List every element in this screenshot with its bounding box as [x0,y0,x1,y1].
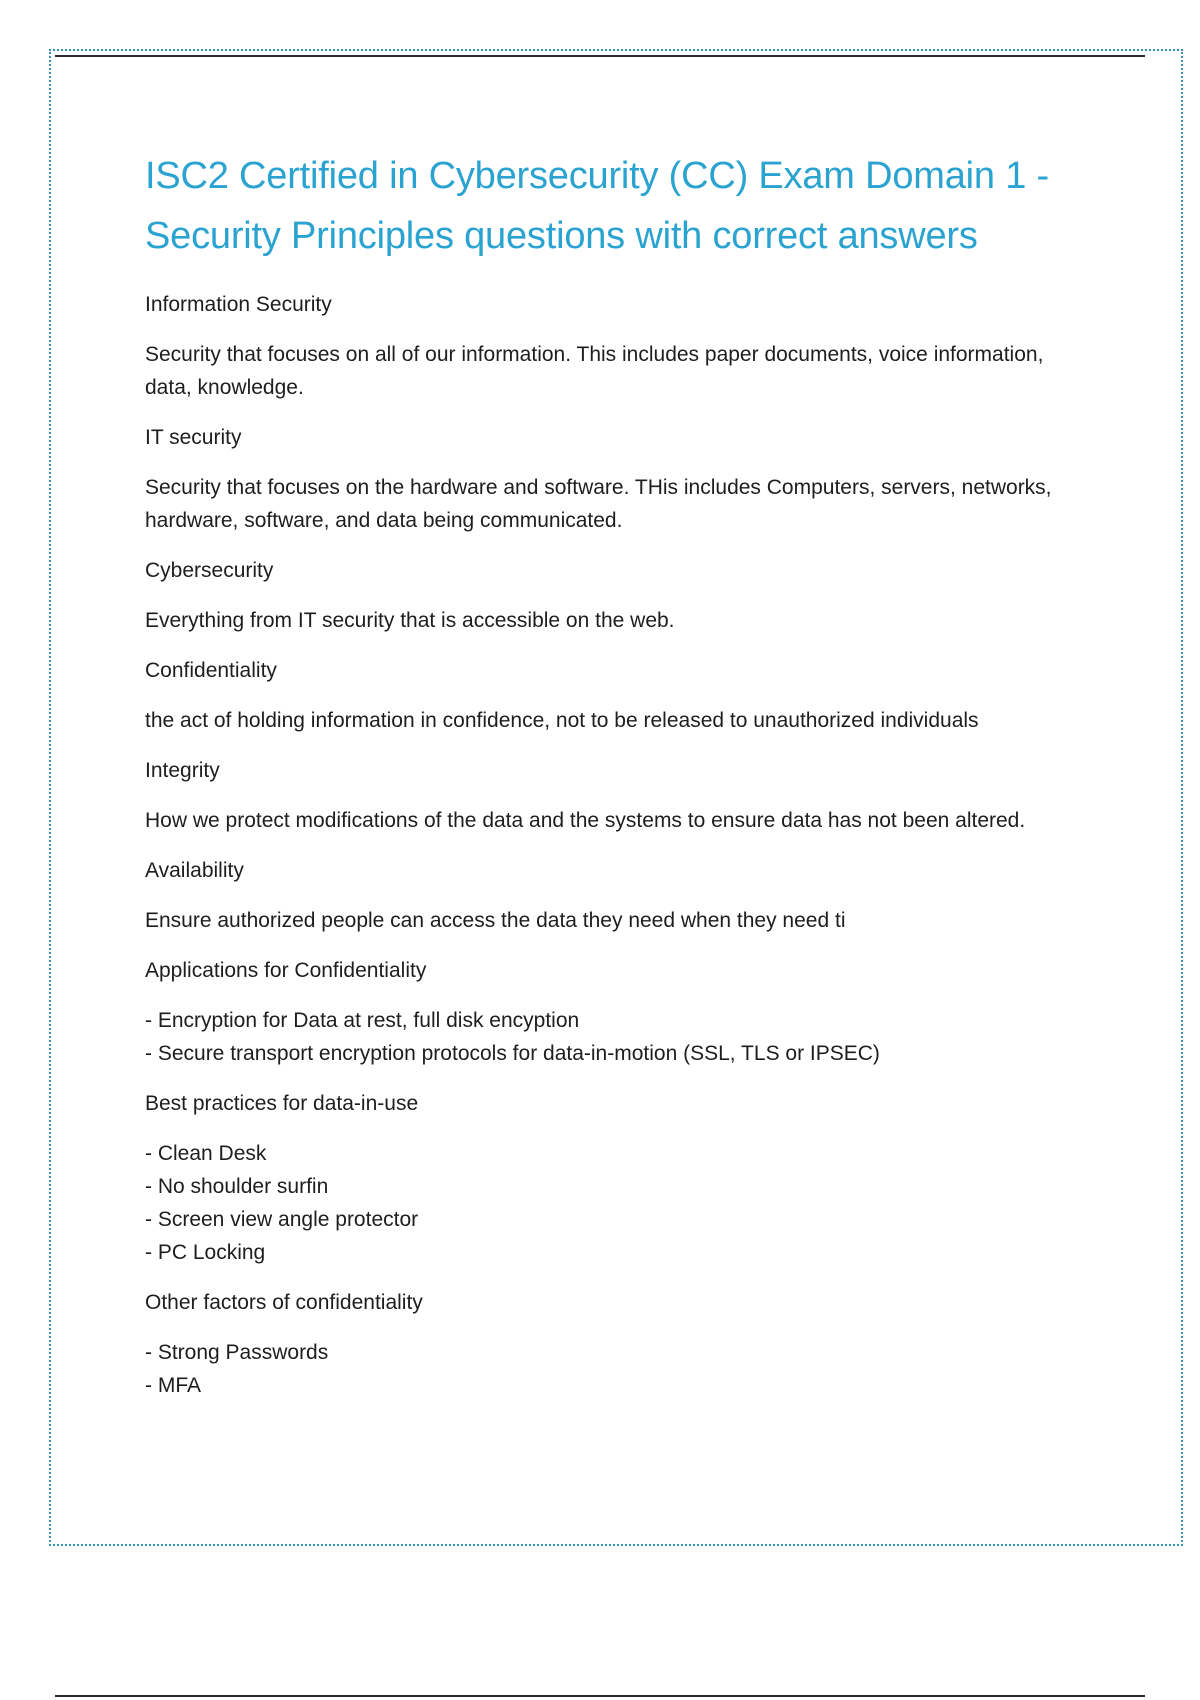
term: Integrity [145,759,220,782]
qa-entry [145,1087,1095,1269]
term: Applications for Confidentiality [145,959,427,982]
qa-entry [145,1286,1095,1402]
definition: How we protect modifications of the data and the systems to ensure data has not been altered. [145,809,1026,832]
definition: Everything from IT security that is accessible on the web. [145,609,675,632]
term: Other factors of confidentiality [145,1291,423,1314]
term: Confidentiality [145,659,277,682]
term: Information Security [145,293,332,316]
footer-rule [55,1695,1145,1697]
term: Best practices for data-in-use [145,1092,419,1115]
qa-entry [145,954,1095,1070]
qa-entry [145,554,1095,637]
term: IT security [145,426,242,449]
definition: Security that focuses on the hardware and software. THis includes Computers, servers, networks, hardware, software, and data being communicated. [145,476,1052,532]
definition: - Encryption for Data at rest, full disk encyption - Secure transport encryption protocols for data-in-motion (SSL, TLS or IPSEC) [145,1009,880,1065]
qa-entry [145,288,1095,404]
qa-entry [145,754,1095,837]
definition: - Clean Desk - No shoulder surfin - Screen view angle protector - PC Locking [145,1142,419,1264]
document-title: ISC2 Certified in Cybersecurity (CC) Exam Domain 1 - Security Principles questions with correct answers [145,155,1049,257]
qa-entry [145,654,1095,737]
term: Availability [145,859,244,882]
definition: Ensure authorized people can access the data they need when they need ti [145,909,846,932]
definition: - Strong Passwords - MFA [145,1341,329,1397]
qa-entry [145,421,1095,537]
term: Cybersecurity [145,559,274,582]
header-rule [55,55,1145,57]
definition: the act of holding information in confidence, not to be released to unauthorized individuals [145,709,979,732]
document-body [145,146,1095,1419]
definition: Security that focuses on all of our information. This includes paper documents, voice information, data, knowledge. [145,343,1044,399]
qa-entry [145,854,1095,937]
